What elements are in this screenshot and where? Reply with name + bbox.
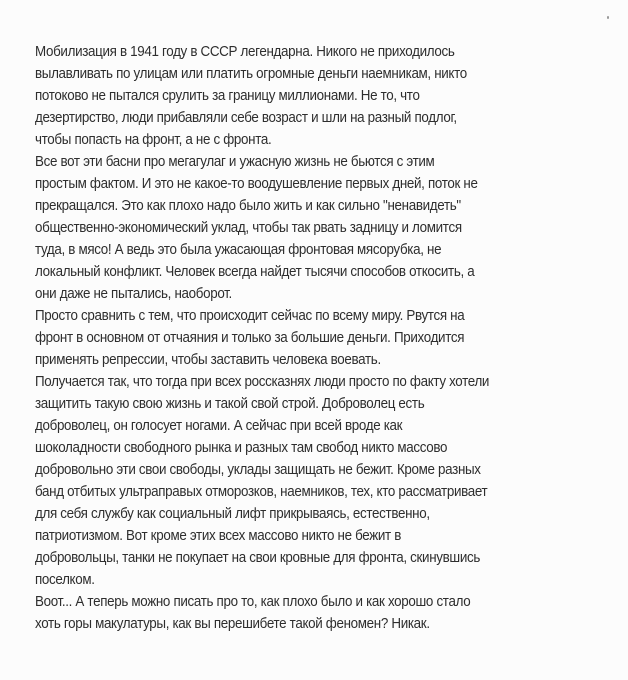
text-line: прекращался. Это как плохо надо было жить и как сильно "ненавидеть" bbox=[35, 198, 461, 214]
text-line: локальный конфликт. Человек всегда найдет тысячи способов откосить, а bbox=[35, 264, 475, 280]
text-line: для себя службу как социальный лифт прикрываясь, естественно, bbox=[35, 506, 430, 522]
text-line: фронт в основном от отчаяния и только за большие деньги. Приходится bbox=[35, 330, 465, 346]
text-line: потоково не пытался срулить за границу миллионами. Не то, что bbox=[35, 88, 420, 104]
text-line: хоть горы макулатуры, как вы перешибете такой феномен? Никак. bbox=[35, 616, 430, 632]
text-line: Получается так, что тогда при всех россказнях люди просто по факту хотели bbox=[35, 374, 490, 390]
text-line: применять репрессии, чтобы заставить человека воевать. bbox=[35, 352, 381, 368]
text-line: шоколадности свободного рынка и разных там свобод никто массово bbox=[35, 440, 448, 456]
scan-speck bbox=[607, 16, 609, 19]
text-line: дезертирство, люди прибавляли себе возраст и шли на разный подлог, bbox=[35, 110, 457, 126]
text-line: простым фактом. И это не какое-то воодушевление первых дней, поток не bbox=[35, 176, 478, 192]
text-line: Все вот эти басни про мегагулаг и ужасную жизнь не бьются с этим bbox=[35, 154, 435, 170]
text-line: они даже не пытались, наоборот. bbox=[35, 286, 232, 302]
text-line: защитить такую свою жизнь и такой свой строй. Доброволец есть bbox=[35, 396, 425, 412]
post-text bbox=[35, 41, 565, 635]
text-line: банд отбитых ультраправых отморозков, наемников, тех, кто рассматривает bbox=[35, 484, 488, 500]
text-line: Мобилизация в 1941 году в СССР легендарна. Никого не приходилось bbox=[35, 44, 455, 60]
text-line: добровольно эти свои свободы, уклады защищать не бежит. Кроме разных bbox=[35, 462, 481, 478]
text-line: патриотизмом. Вот кроме этих всех массово никто не бежит в bbox=[35, 528, 402, 544]
text-line: добровольцы, танки не покупает на свои кровные для фронта, скинувшись bbox=[35, 550, 480, 566]
text-line: Просто сравнить с тем, что происходит сейчас по всему миру. Рвутся на bbox=[35, 308, 465, 324]
text-line: вылавливать по улицам или платить огромные деньги наемникам, никто bbox=[35, 66, 467, 82]
text-line: туда, в мясо! А ведь это была ужасающая фронтовая мясорубка, не bbox=[35, 242, 442, 258]
text-line: Воот... А теперь можно писать про то, как плохо было и как хорошо стало bbox=[35, 594, 471, 610]
text-line: общественно-экономический уклад, чтобы так рвать задницу и ломится bbox=[35, 220, 462, 236]
text-line: чтобы попасть на фронт, а не с фронта. bbox=[35, 132, 272, 148]
text-line: доброволец, он голосует ногами. А сейчас при всей вроде как bbox=[35, 418, 403, 434]
text-line: поселком. bbox=[35, 572, 95, 588]
